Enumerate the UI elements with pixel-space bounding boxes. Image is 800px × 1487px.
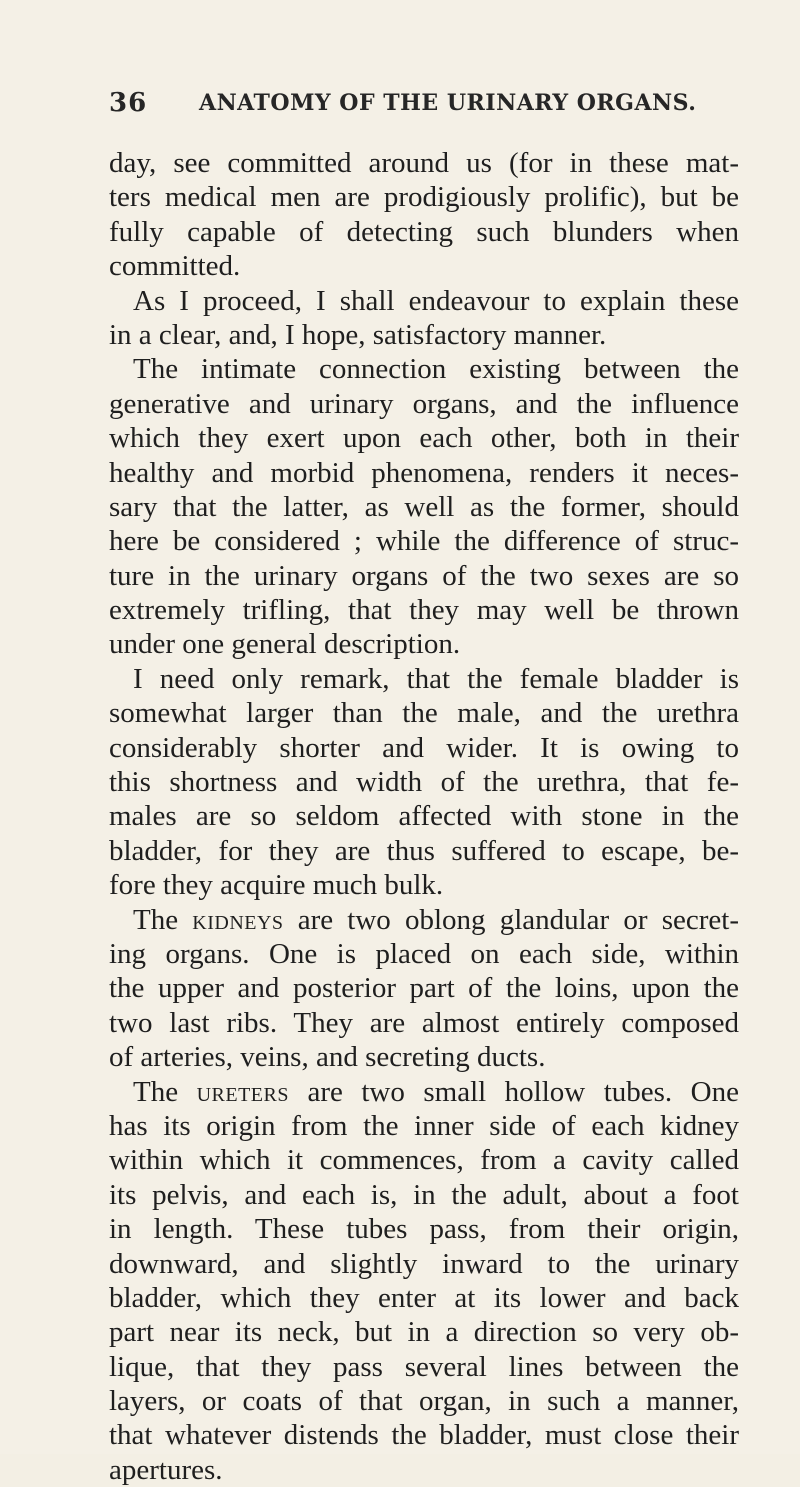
- text-line: that whatever distends the bladder, must close their: [109, 1419, 739, 1452]
- text-run: The: [133, 903, 193, 936]
- text-run: The: [133, 1075, 197, 1108]
- text-line: ture in the urinary organs of the two sexes are so: [109, 559, 739, 592]
- text-line: fully capable of detecting such blunders when: [109, 215, 739, 248]
- running-title: ANATOMY OF THE URINARY ORGANS.: [199, 90, 697, 116]
- text-line: here be considered ; while the difference of struc-: [109, 525, 739, 558]
- text-line: this shortness and width of the urethra, that fe-: [109, 766, 739, 799]
- text-line: within which it commences, from a cavity called: [109, 1144, 739, 1177]
- text-run: are two small hollow tubes. One: [288, 1075, 739, 1108]
- text-line: ters medical men are prodigiously prolific), but be: [109, 181, 739, 214]
- text-line: two last ribs. They are almost entirely composed: [109, 1006, 739, 1039]
- small-caps-term: kidneys: [192, 903, 284, 936]
- text-line: layers, or coats of that organ, in such a manner,: [109, 1385, 739, 1418]
- text-line: lique, that they pass several lines between the: [109, 1350, 739, 1383]
- text-line: has its origin from the inner side of each kidney: [109, 1109, 739, 1142]
- small-caps-term: ureters: [196, 1075, 289, 1108]
- text-line: males are so seldom affected with stone in the: [109, 800, 739, 833]
- text-line: extremely trifling, that they may well be thrown: [109, 594, 739, 627]
- text-line: downward, and slightly inward to the urinary: [109, 1247, 739, 1280]
- text-line: bladder, which they enter at its lower and back: [109, 1281, 739, 1314]
- text-line: bladder, for they are thus suffered to escape, be-: [109, 834, 739, 867]
- text-line: its pelvis, and each is, in the adult, about a foot: [109, 1178, 739, 1211]
- text-line: day, see committed around us (for in these mat-: [109, 147, 739, 179]
- text-line: The intimate connection existing between the: [133, 353, 739, 386]
- text-line: generative and urinary organs, and the influence: [109, 387, 739, 420]
- text-line: under one general description.: [109, 628, 461, 661]
- text-run: are two oblong glandular or secret-: [283, 903, 739, 936]
- page-number: 36: [109, 88, 148, 118]
- text-line: I need only remark, that the female bladder is: [133, 662, 739, 695]
- body-text: [109, 146, 739, 1487]
- text-line: part near its neck, but in a direction so very ob-: [109, 1316, 739, 1349]
- text-line: healthy and morbid phenomena, renders it neces-: [109, 456, 739, 489]
- text-line: committed.: [109, 250, 241, 283]
- text-line: ing organs. One is placed on each side, within: [109, 937, 739, 970]
- text-line: fore they acquire much bulk.: [109, 869, 444, 902]
- text-line: in a clear, and, I hope, satisfactory manner.: [109, 318, 607, 351]
- text-line: considerably shorter and wider. It is owing to: [109, 731, 739, 764]
- text-line: [109, 903, 739, 937]
- text-line: sary that the latter, as well as the former, should: [109, 490, 739, 523]
- running-head: [109, 88, 749, 128]
- text-line: which they exert upon each other, both in their: [109, 422, 739, 455]
- text-line: of arteries, veins, and secreting ducts.: [109, 1041, 546, 1074]
- text-line: [109, 1075, 739, 1109]
- text-line: apertures.: [109, 1453, 223, 1486]
- text-line: As I proceed, I shall endeavour to explain these: [133, 284, 739, 317]
- text-line: the upper and posterior part of the loins, upon the: [109, 972, 739, 1005]
- text-line: somewhat larger than the male, and the urethra: [109, 697, 739, 730]
- text-line: in length. These tubes pass, from their origin,: [109, 1213, 739, 1246]
